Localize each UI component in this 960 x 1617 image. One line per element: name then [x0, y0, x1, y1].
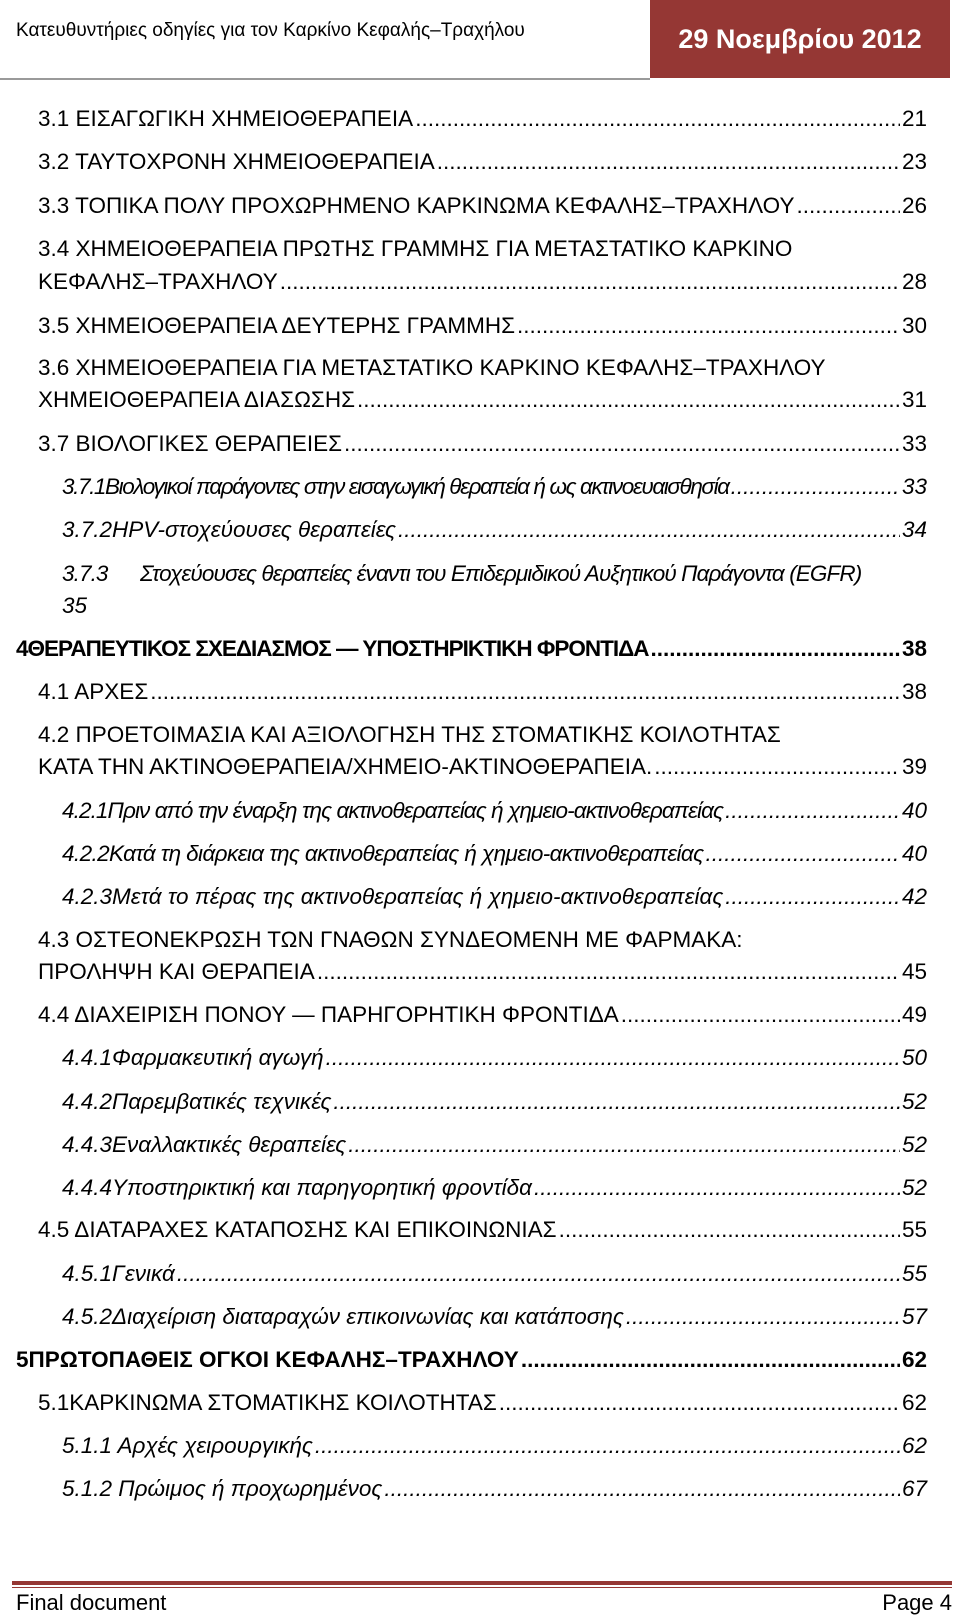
toc-entry-title: ΚΕΦΑΛΗΣ–ΤΡΑΧΗΛΟΥ	[38, 269, 278, 294]
toc-entry-title: ΠΡΟΛΗΨΗ ΚΑΙ ΘΕΡΑΠΕΙΑ	[38, 959, 315, 984]
dot-leader	[326, 1041, 900, 1074]
toc-entry[interactable]	[38, 675, 928, 708]
toc-entry[interactable]	[38, 102, 928, 135]
toc-entry-title: Υποστηρικτική και παρηγορητική φροντίδα	[112, 1175, 532, 1200]
footer-document-status: Final document	[16, 1590, 167, 1615]
dot-leader	[517, 309, 900, 342]
toc-chapter-entry[interactable]	[16, 632, 928, 665]
toc-entry-first-line[interactable]: 3.6 ΧΗΜΕΙΟΘΕΡΑΠΕΙΑ ΓΙΑ ΜΕΤΑΣΤΑΤΙΚΟ ΚΑΡΚΙΝΟ ΚΕΦΑΛΗΣ–ΤΡΑΧΗΛΟΥ	[38, 355, 826, 380]
toc-entry-page: 21	[902, 106, 928, 131]
toc-entry[interactable]	[62, 513, 928, 546]
toc-entry-number: 3.7.3	[62, 561, 108, 586]
toc-entry-title: 4.5 ΔΙΑΤΑΡΑΧΕΣ ΚΑΤΑΠΟΣΗΣ ΚΑΙ ΕΠΙΚΟΙΝΩΝΙΑΣ	[38, 1217, 557, 1242]
dot-leader	[357, 383, 900, 416]
toc-entry-page: 33	[902, 431, 928, 456]
toc-entry-title: Εναλλακτικές θεραπείες	[112, 1132, 347, 1157]
toc-entry[interactable]	[38, 309, 928, 342]
toc-entry-page: 62	[902, 1390, 928, 1415]
footer-divider-thin	[12, 1587, 952, 1588]
toc-entry-title: HPV-στοχεύουσες θεραπείες	[112, 517, 396, 542]
toc-entry-title: 3.3 ΤΟΠΙΚΑ ΠΟΛΥ ΠΡΟΧΩΡΗΜΕΝΟ ΚΑΡΚΙΝΩΜΑ ΚΕΦΑΛΗΣ–ΤΡΑΧΗΛΟΥ	[38, 193, 795, 218]
toc-entry-page: 30	[902, 313, 928, 338]
dot-leader	[344, 427, 900, 460]
header-date: 29 Νοεμβρίου 2012	[650, 0, 950, 78]
toc-entry-title: Στοχεύουσες θεραπείες έναντι του Επιδερμιδικού Αυξητικού Παράγοντα (EGFR)	[140, 561, 862, 586]
dot-leader	[384, 1472, 900, 1505]
header-divider	[0, 78, 650, 80]
dot-leader	[177, 1257, 900, 1290]
toc-entry-number: 4.2.2	[62, 841, 110, 866]
toc-entry-page: 39	[902, 754, 928, 779]
toc-entry-title: ΠΡΩΤΟΠΑΘΕΙΣ ΟΓΚΟΙ ΚΕΦΑΛΗΣ–ΤΡΑΧΗΛΟΥ	[28, 1347, 519, 1372]
dot-leader	[534, 1171, 900, 1204]
toc-entry-number: 5.1	[38, 1390, 70, 1415]
toc-entry[interactable]	[62, 557, 861, 590]
toc-entry-page: 50	[902, 1045, 928, 1070]
dot-leader	[731, 470, 900, 503]
dot-leader	[315, 1429, 900, 1462]
toc-entry-page: 52	[902, 1175, 928, 1200]
dot-leader	[651, 632, 900, 665]
toc-chapter-entry[interactable]	[16, 1343, 928, 1376]
toc-entry-page[interactable]: 35	[62, 593, 88, 618]
dot-leader	[796, 189, 900, 222]
toc-entry[interactable]	[38, 998, 928, 1031]
dot-leader	[626, 1300, 900, 1333]
toc-entry-title: 3.2 ΤΑΥΤΟΧΡΟΝΗ ΧΗΜΕΙΟΘΕΡΑΠΕΙΑ	[38, 149, 435, 174]
toc-entry-first-line[interactable]: 4.3 ΟΣΤΕΟΝΕΚΡΩΣΗ ΤΩΝ ΓΝΑΘΩΝ ΣΥΝΔΕΟΜΕΝΗ ΜΕ ΦΑΡΜΑΚΑ:	[38, 927, 743, 952]
toc-entry-title: Φαρμακευτική αγωγή	[112, 1045, 324, 1070]
toc-entry-title: ΘΕΡΑΠΕΥΤΙΚΟΣ ΣΧΕΔΙΑΣΜΟΣ — ΥΠΟΣΤΗΡΙΚΤΙΚΗ ΦΡΟΝΤΙΔΑ	[27, 636, 649, 661]
toc-entry-page: 55	[902, 1261, 928, 1286]
toc-entry-number: 4.4.2	[62, 1089, 113, 1114]
dot-leader	[333, 1085, 900, 1118]
toc-entry-title: 5.1.2 Πρώιμος ή προχωρημένος	[62, 1476, 383, 1501]
toc-entry-title: Κατά τη διάρκεια της ακτινοθεραπείας ή χημειο-ακτινοθεραπείας	[109, 841, 704, 866]
toc-entry[interactable]	[62, 1472, 928, 1505]
toc-entry[interactable]	[38, 265, 928, 298]
toc-entry-page: 52	[902, 1132, 928, 1157]
toc-entry-page: 26	[902, 193, 928, 218]
toc-entry-number: 4.4.3	[62, 1132, 113, 1157]
toc-entry-number: 5	[16, 1347, 29, 1372]
toc-entry-title: 5.1.1 Αρχές χειρουργικής	[62, 1433, 313, 1458]
toc-entry[interactable]	[38, 1213, 928, 1246]
toc-entry[interactable]	[38, 383, 928, 416]
toc-entry-page: 57	[902, 1304, 928, 1329]
toc-entry-title: 4.1 ΑΡΧΕΣ	[38, 679, 149, 704]
dot-leader	[348, 1128, 900, 1161]
dot-leader	[621, 998, 900, 1031]
toc-entry-number: 4.5.1	[62, 1261, 113, 1286]
toc-entry-page: 33	[902, 474, 928, 499]
toc-entry-page: 42	[902, 884, 928, 909]
page-header	[0, 0, 960, 80]
footer-page-number: Page 4	[882, 1590, 952, 1615]
toc-entry-title: 4.4 ΔΙΑΧΕΙΡΙΣΗ ΠΟΝΟΥ — ΠΑΡΗΓΟΡΗΤΙΚΗ ΦΡΟΝΤΙΔΑ	[38, 1002, 619, 1027]
toc-entry-title: 3.5 ΧΗΜΕΙΟΘΕΡΑΠΕΙΑ ΔΕΥΤΕΡΗΣ ΓΡΑΜΜΗΣ	[38, 313, 516, 338]
toc-entry-title: Βιολογικοί παράγοντες στην εισαγωγική θεραπεία ή ως ακτινοευαισθησία	[105, 474, 729, 499]
toc-entry[interactable]	[62, 1171, 928, 1204]
toc-entry-page: 38	[902, 679, 928, 704]
toc-entry-title: Μετά το πέρας της ακτινοθεραπείας ή χημειο-ακτινοθεραπείας	[112, 884, 724, 909]
dot-leader	[280, 265, 900, 298]
toc-entry-number: 4.2.1	[62, 798, 108, 823]
dot-leader	[150, 675, 900, 708]
toc-entry-number: 3.7.2	[62, 517, 113, 542]
toc-entry[interactable]	[62, 880, 928, 913]
toc-entry-page: 49	[902, 1002, 928, 1027]
toc-entry-title: Παρεμβατικές τεχνικές	[112, 1089, 332, 1114]
footer-divider	[12, 1581, 952, 1585]
dot-leader	[437, 145, 900, 178]
dot-leader	[706, 837, 901, 870]
toc-entry-title: Γενικά	[112, 1261, 175, 1286]
toc-entry-number: 4.4.4	[62, 1175, 113, 1200]
toc-entry[interactable]	[38, 145, 928, 178]
toc-entry-page: 40	[902, 798, 928, 823]
toc-entry-title: 3.1 ΕΙΣΑΓΩΓΙΚΗ ΧΗΜΕΙΟΘΕΡΑΠΕΙΑ	[38, 106, 414, 131]
dot-leader	[398, 513, 900, 546]
toc-entry[interactable]	[38, 1386, 928, 1419]
toc-entry-first-line[interactable]: 4.2 ΠΡΟΕΤΟΙΜΑΣΙΑ ΚΑΙ ΑΞΙΟΛΟΓΗΣΗ ΤΗΣ ΣΤΟΜΑΤΙΚΗΣ ΚΟΙΛΟΤΗΤΑΣ	[38, 722, 781, 747]
toc-entry[interactable]	[38, 189, 928, 222]
header-title: Κατευθυντήριες οδηγίες για τον Καρκίνο Κεφαλής–Τραχήλου	[16, 20, 525, 41]
toc-entry[interactable]	[62, 794, 928, 827]
toc-entry-page: 67	[902, 1476, 928, 1501]
toc-entry-page: 55	[902, 1217, 928, 1242]
toc-entry[interactable]	[62, 1429, 928, 1462]
toc-entry-title: ΧΗΜΕΙΟΘΕΡΑΠΕΙΑ ΔΙΑΣΩΣΗΣ	[38, 387, 355, 412]
toc-entry-title: ΚΑΡΚΙΝΩΜΑ ΣΤΟΜΑΤΙΚΗΣ ΚΟΙΛΟΤΗΤΑΣ	[69, 1390, 497, 1415]
toc-entry[interactable]	[38, 750, 928, 783]
toc-entry[interactable]	[62, 1300, 928, 1333]
toc-entry-title: Διαχείριση διαταραχών επικοινωνίας και κατάποσης	[112, 1304, 624, 1329]
toc-entry-number: 4.2.3	[62, 884, 113, 909]
toc-entry[interactable]	[62, 1041, 928, 1074]
toc-entry[interactable]	[38, 427, 928, 460]
toc-entry[interactable]	[62, 1257, 928, 1290]
toc-entry-page: 23	[902, 149, 928, 174]
toc-entry-number: 4.4.1	[62, 1045, 113, 1070]
toc-entry-page: 28	[902, 269, 928, 294]
toc-entry-page: 38	[902, 636, 928, 661]
dot-leader	[499, 1386, 900, 1419]
toc-entry-page: 62	[902, 1347, 928, 1372]
toc-entry-page: 34	[902, 517, 928, 542]
toc-entry-title: 3.7 ΒΙΟΛΟΓΙΚΕΣ ΘΕΡΑΠΕΙΕΣ	[38, 431, 343, 456]
toc-entry-page: 62	[902, 1433, 928, 1458]
toc-entry-page: 31	[902, 387, 928, 412]
toc-entry-title: Πριν από την έναρξη της ακτινοθεραπείας ή χημειο-ακτινοθεραπείας	[107, 798, 724, 823]
dot-leader	[317, 955, 900, 988]
toc-entry-page: 40	[902, 841, 928, 866]
toc-entry-title: ΚΑΤΑ ΤΗΝ ΑΚΤΙΝΟΘΕΡΑΠΕΙΑ/ΧΗΜΕΙΟ-ΑΚΤΙΝΟΘΕΡΑΠΕΙΑ.	[38, 754, 653, 779]
toc-entry[interactable]	[38, 955, 928, 988]
toc-entry-number: 4	[16, 636, 28, 661]
dot-leader	[559, 1213, 900, 1246]
dot-leader	[725, 794, 900, 827]
toc-entry[interactable]	[62, 470, 928, 503]
toc-entry-page: 52	[902, 1089, 928, 1114]
toc-entry[interactable]	[62, 1128, 928, 1161]
toc-entry-number: 4.5.2	[62, 1304, 113, 1329]
dot-leader	[521, 1343, 900, 1376]
dot-leader	[725, 880, 900, 913]
toc-entry[interactable]	[62, 1085, 928, 1118]
toc-entry-first-line[interactable]: 3.4 ΧΗΜΕΙΟΘΕΡΑΠΕΙΑ ΠΡΩΤΗΣ ΓΡΑΜΜΗΣ ΓΙΑ ΜΕΤΑΣΤΑΤΙΚΟ ΚΑΡΚΙΝΟ	[38, 236, 793, 261]
dot-leader	[654, 750, 900, 783]
dot-leader	[415, 102, 900, 135]
toc-entry[interactable]	[62, 837, 928, 870]
toc-entry-page: 45	[902, 959, 928, 984]
toc-entry-number: 3.7.1	[62, 474, 106, 499]
